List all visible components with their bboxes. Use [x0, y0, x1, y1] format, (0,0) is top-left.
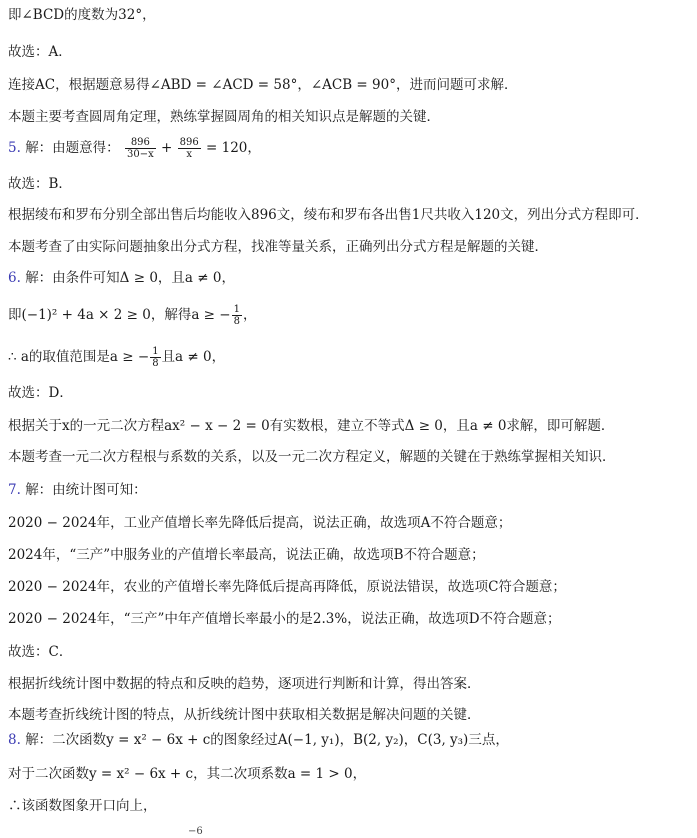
text-line: 本题主要考查圆周角定理，熟练掌握圆周角的相关知识点是解题的关键．: [8, 109, 440, 125]
question-number: 6.: [8, 270, 21, 286]
text-line: 根据绫布和罗布分别全部出售后均能收入896文，绫布和罗布各出售1尺共收入120文，列出分式方程即可．: [8, 207, 649, 223]
text-line: 故选：B．: [8, 176, 72, 192]
numerator: 896: [179, 137, 199, 148]
denominator: x: [186, 149, 192, 160]
fraction: [232, 304, 242, 327]
denominator: 8: [233, 316, 240, 327]
text-line: 本题考查了由实际问题抽象出分式方程，找准等量关系，正确列出分式方程是解题的关键．: [8, 239, 548, 255]
text: 即(−1)² + 4a × 2 ≥ 0，解得a ≥ −: [8, 307, 231, 323]
numerator: 1: [152, 346, 159, 357]
text-line: 本题考查一元二次方程根与系数的关系，以及一元二次方程定义，解题的关键在于熟练掌握相关知识．: [8, 449, 616, 465]
fraction: [178, 137, 201, 160]
question-number: 8.: [8, 732, 21, 748]
text-line: 本题考查折线统计图的特点，从折线统计图中获取相关数据是解决问题的关键．: [8, 707, 481, 723]
text-line: 故选：C．: [8, 644, 73, 660]
text-line: 2024年，“三产”中服务业的产值增长率最高，说法正确，故选项B不符合题意；: [8, 547, 485, 563]
question-8-line: [8, 731, 691, 749]
text-line: ∴该函数图象开口向上，: [8, 798, 157, 814]
operator: +: [156, 140, 177, 156]
text-line: 2020 − 2024年，农业的产值增长率先降低后提高再降低，原说法错误，故选项C符合题意；: [8, 579, 566, 595]
equation-rhs: = 120，: [201, 140, 261, 156]
text-line: 根据折线统计图中数据的特点和反映的趋势，逐项进行判断和计算，得出答案．: [8, 676, 481, 692]
numerator: −6: [188, 826, 203, 837]
numerator: 1: [233, 304, 240, 315]
text-line: 故选：A．: [8, 44, 72, 60]
fraction: [150, 346, 160, 369]
text: 解：二次函数y = x² − 6x + c的图象经过A(−1, y₁)，B(2, y₂)，C(3, y₃)三点，: [25, 732, 509, 748]
text-line: 即∠BCD的度数为32°，: [8, 7, 156, 23]
fraction: [125, 137, 156, 160]
question-number: 5.: [8, 140, 21, 156]
question-number: 7.: [8, 482, 21, 498]
text-line: 连接AC，根据题意易得∠ABD = ∠ACD = 58°，∠ACB = 90°，进而问题可求解．: [8, 77, 518, 93]
text-line: [8, 346, 691, 369]
text-line: 对于二次函数y = x² − 6x + c，其二次项系数a = 1 > 0，: [8, 766, 367, 782]
text-line: 2020 − 2024年，工业产值增长率先降低后提高，说法正确，故选项A不符合题意；: [8, 515, 512, 531]
question-7-line: [8, 481, 691, 499]
text: ∴ a的取值范围是a ≥ −: [8, 349, 150, 365]
denominator: 8: [152, 358, 159, 369]
text: 且a ≠ 0，: [161, 349, 226, 365]
text: 解：由题意得：: [25, 140, 120, 156]
text-line: 故选：D．: [8, 385, 73, 401]
numerator: 896: [125, 137, 156, 149]
text-line: [8, 304, 691, 327]
denominator: 30−x: [126, 149, 154, 160]
text: 解：由条件可知Δ ≥ 0，且a ≠ 0，: [25, 270, 235, 286]
question-6-line: [8, 269, 691, 287]
text-line: 根据关于x的一元二次方程ax² − x − 2 = 0有实数根，建立不等式Δ ≥ 0，且a ≠ 0求解，即可解题．: [8, 418, 615, 434]
text: 解：由统计图可知：: [25, 482, 147, 498]
text: ，: [242, 307, 257, 323]
text-line: 2020 − 2024年，“三产”中年产值增长率最小的是2.3%，说法正确，故选项D不符合题意；: [8, 611, 561, 627]
question-5-line: [8, 137, 691, 160]
